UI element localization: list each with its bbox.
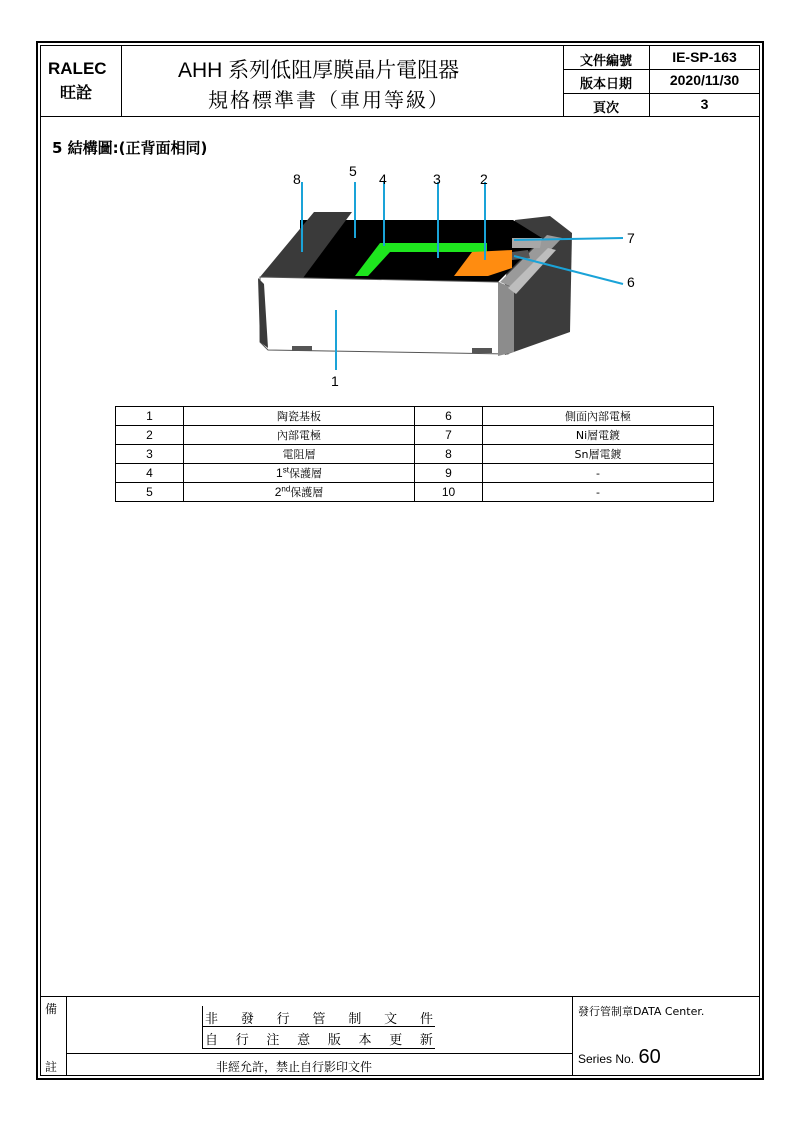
stamp-row-2: 自 行 注 意 版 本 更 新 [205,1033,433,1048]
page-label: 頁次 [592,101,619,116]
callout-2: 2 [480,171,488,187]
date-value: 2020/11/30 [669,72,740,88]
legend-number: 5 [116,483,184,502]
legend-name: 陶瓷基板 [184,407,415,426]
remark-label-bottom: 註 [45,1060,58,1074]
legend-name: 1st保護層 [184,464,415,483]
legend-number: 9 [415,464,483,483]
legend-name: Ni層電鍍 [483,426,714,445]
legend-number: 7 [415,426,483,445]
company-name-cn: 旺詮 [60,83,93,102]
legend-name: Sn層電鍍 [483,445,714,464]
legend-name: - [483,483,714,502]
structure-legend-table [115,406,714,502]
legend-name: 電阻層 [184,445,415,464]
callout-7: 7 [627,230,635,246]
callout-3: 3 [433,171,441,187]
series-number: Series No. 60 [578,1046,661,1068]
table-row [116,464,714,483]
callout-5: 5 [349,163,357,179]
legend-number: 4 [116,464,184,483]
legend-number: 2 [116,426,184,445]
table-row [116,407,714,426]
document-subtitle: 規格標準書（車用等級） [208,88,450,112]
legend-number: 3 [116,445,184,464]
callout-6: 6 [627,274,635,290]
callout-1: 1 [331,373,339,389]
legend-number: 1 [116,407,184,426]
chip-structure-diagram [250,160,670,395]
stamp-row-1: 非 發 行 管 制 文 件 [205,1012,433,1027]
legend-number: 10 [415,483,483,502]
callout-4: 4 [379,171,387,187]
copy-notice: 非經允許，禁止自行影印文件 [216,1060,373,1074]
callout-8: 8 [293,171,301,187]
remark-label-top: 備 [45,1002,58,1016]
legend-name: 2nd保護層 [184,483,415,502]
doc-no-label: 文件編號 [579,54,632,69]
page-value: 3 [700,96,709,112]
company-name-en: RALEC [48,59,107,78]
control-stamp [202,1006,435,1049]
table-row [116,426,714,445]
section-title: 5 結構圖:(正背面相同) [52,139,208,157]
legend-number: 8 [415,445,483,464]
table-row [116,445,714,464]
ceramic-front-face [264,284,496,350]
legend-name: - [483,464,714,483]
date-label: 版本日期 [579,77,632,92]
document-title: AHH 系列低阻厚膜晶片電阻器 [178,59,460,82]
legend-name: 側面內部電極 [483,407,714,426]
doc-no-value: IE-SP-163 [672,49,737,65]
legend-number: 6 [415,407,483,426]
table-row [116,483,714,502]
issuer-label: 發行管制章DATA Center. [578,1005,705,1018]
legend-name: 內部電極 [184,426,415,445]
